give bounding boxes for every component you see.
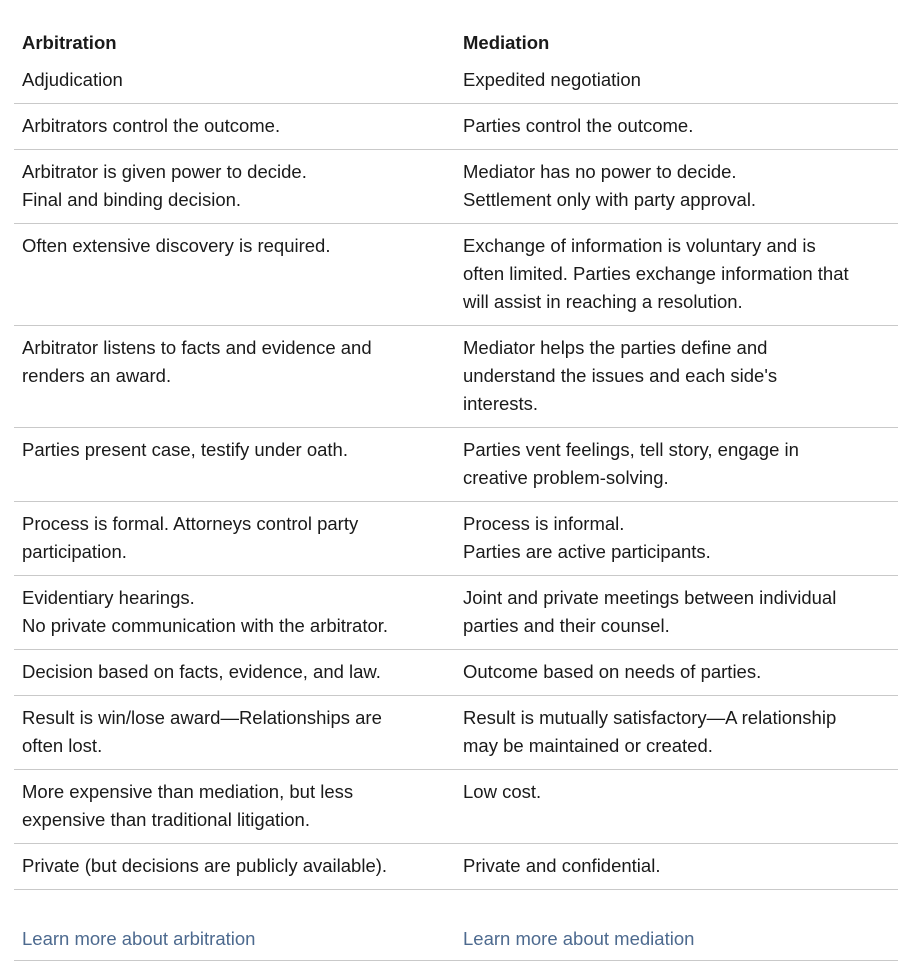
arbitration-cell: Arbitrator is given power to decide. Final and binding decision. <box>22 161 307 210</box>
table-row <box>14 650 898 696</box>
mediation-column-header: Mediation <box>463 32 550 53</box>
learn-more-mediation-link[interactable]: Learn more about mediation <box>463 928 695 949</box>
table-row <box>14 104 898 150</box>
arbitration-cell: Private (but decisions are publicly available). <box>22 855 388 876</box>
mediation-cell: Private and confidential. <box>463 855 661 876</box>
comparison-table <box>14 22 898 961</box>
table-row <box>14 576 898 650</box>
table-row <box>14 696 898 770</box>
arbitration-cell: Evidentiary hearings. No private communication with the arbitrator. <box>22 587 389 636</box>
mediation-cell: Parties control the outcome. <box>463 115 694 136</box>
mediation-cell: Joint and private meetings between individual parties and their counsel. <box>463 587 837 636</box>
learn-more-row <box>14 890 898 961</box>
learn-more-arbitration-link[interactable]: Learn more about arbitration <box>22 928 256 949</box>
mediation-cell: Result is mutually satisfactory—A relationship may be maintained or created. <box>463 707 837 756</box>
arbitration-cell: Arbitrators control the outcome. <box>22 115 281 136</box>
mediation-cell: Mediator helps the parties define and understand the issues and each side's interests. <box>463 337 778 414</box>
mediation-cell: Parties vent feelings, tell story, engage in creative problem-solving. <box>463 439 799 488</box>
table-row <box>14 150 898 224</box>
arbitration-cell: Adjudication <box>22 69 123 90</box>
arbitration-link-cell <box>14 890 455 960</box>
arbitration-cell: Process is formal. Attorneys control party participation. <box>22 513 359 562</box>
table-row <box>14 326 898 428</box>
table-row <box>14 58 898 104</box>
mediation-cell: Process is informal. Parties are active participants. <box>463 513 711 562</box>
mediation-cell: Exchange of information is voluntary and is often limited. Parties exchange information that will assist in reaching a resolution. <box>463 235 849 312</box>
table-row <box>14 224 898 326</box>
mediation-cell: Low cost. <box>463 781 542 802</box>
arbitration-cell: Decision based on facts, evidence, and law. <box>22 661 381 682</box>
table-row <box>14 844 898 890</box>
mediation-cell: Expedited negotiation <box>463 69 641 90</box>
table-row <box>14 428 898 502</box>
arbitration-cell: More expensive than mediation, but less expensive than traditional litigation. <box>22 781 354 830</box>
mediation-link-cell <box>455 890 898 960</box>
mediation-cell: Mediator has no power to decide. Settlement only with party approval. <box>463 161 757 210</box>
arbitration-cell: Result is win/lose award—Relationships are often lost. <box>22 707 382 756</box>
arbitration-cell: Parties present case, testify under oath. <box>22 439 348 460</box>
mediation-cell: Outcome based on needs of parties. <box>463 661 762 682</box>
table-row <box>14 770 898 844</box>
table-row <box>14 502 898 576</box>
arbitration-cell: Arbitrator listens to facts and evidence and renders an award. <box>22 337 372 386</box>
arbitration-column-header: Arbitration <box>22 32 117 53</box>
table-header-row <box>14 22 898 58</box>
arbitration-cell: Often extensive discovery is required. <box>22 235 331 256</box>
